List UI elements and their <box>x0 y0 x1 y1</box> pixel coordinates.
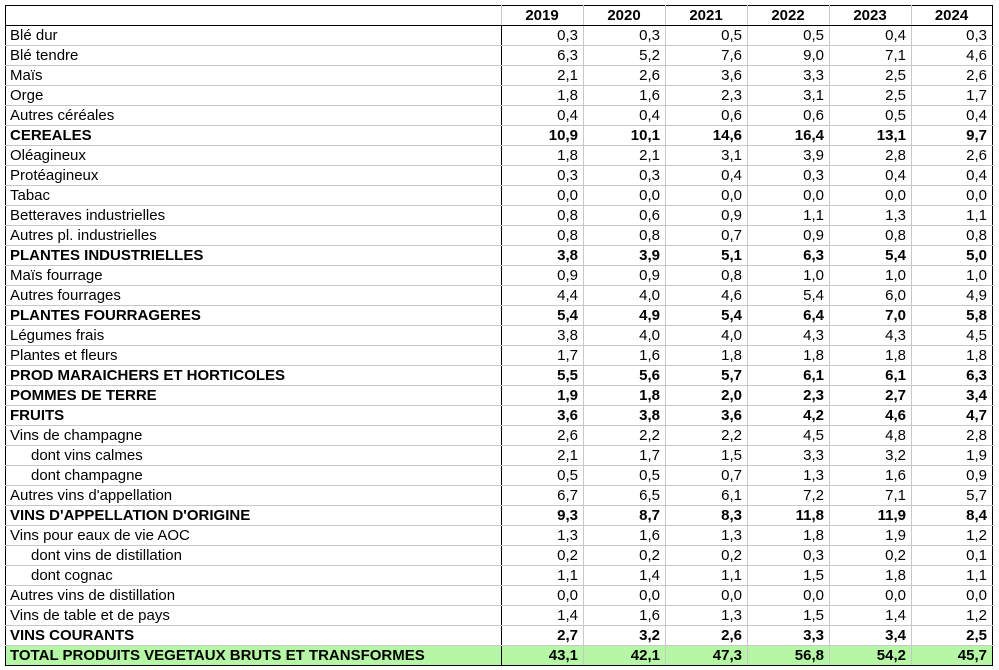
value-cell: 45,7 <box>912 646 993 666</box>
row-label: Autres vins d'appellation <box>6 486 502 506</box>
table-row <box>6 246 993 266</box>
value-cell: 4,7 <box>912 406 993 426</box>
value-cell: 2,3 <box>666 86 748 106</box>
value-cell: 9,3 <box>502 506 584 526</box>
row-label: TOTAL PRODUITS VEGETAUX BRUTS ET TRANSFORMES <box>6 646 502 666</box>
value-cell: 3,9 <box>748 146 830 166</box>
value-cell: 2,5 <box>830 86 912 106</box>
table-row <box>6 606 993 626</box>
table-row <box>6 206 993 226</box>
value-cell: 6,3 <box>748 246 830 266</box>
row-label: Autres fourrages <box>6 286 502 306</box>
value-cell: 2,1 <box>502 66 584 86</box>
row-label: Vins pour eaux de vie AOC <box>6 526 502 546</box>
value-cell: 0,9 <box>502 266 584 286</box>
row-label: Oléagineux <box>6 146 502 166</box>
value-cell: 47,3 <box>666 646 748 666</box>
value-cell: 0,4 <box>502 106 584 126</box>
table-row <box>6 586 993 606</box>
value-cell: 1,6 <box>584 86 666 106</box>
row-label: CEREALES <box>6 126 502 146</box>
table-row <box>6 326 993 346</box>
value-cell: 1,7 <box>912 86 993 106</box>
row-label: POMMES DE TERRE <box>6 386 502 406</box>
value-cell: 3,9 <box>584 246 666 266</box>
year-header: 2020 <box>584 6 666 26</box>
row-label: PLANTES INDUSTRIELLES <box>6 246 502 266</box>
value-cell: 2,6 <box>666 626 748 646</box>
value-cell: 4,5 <box>912 326 993 346</box>
value-cell: 1,1 <box>912 206 993 226</box>
value-cell: 5,2 <box>584 46 666 66</box>
table-row <box>6 426 993 446</box>
table-row <box>6 286 993 306</box>
value-cell: 1,9 <box>912 446 993 466</box>
value-cell: 0,5 <box>830 106 912 126</box>
row-label: Protéagineux <box>6 166 502 186</box>
value-cell: 6,1 <box>830 366 912 386</box>
value-cell: 4,0 <box>666 326 748 346</box>
value-cell: 1,4 <box>584 566 666 586</box>
value-cell: 0,0 <box>584 186 666 206</box>
row-label: dont cognac <box>6 566 502 586</box>
value-cell: 11,9 <box>830 506 912 526</box>
table-row <box>6 506 993 526</box>
value-cell: 1,2 <box>912 526 993 546</box>
table-row <box>6 66 993 86</box>
value-cell: 7,1 <box>830 486 912 506</box>
value-cell: 7,2 <box>748 486 830 506</box>
value-cell: 0,6 <box>748 106 830 126</box>
value-cell: 0,5 <box>502 466 584 486</box>
value-cell: 0,4 <box>912 166 993 186</box>
value-cell: 5,5 <box>502 366 584 386</box>
value-cell: 6,3 <box>912 366 993 386</box>
value-cell: 5,4 <box>830 246 912 266</box>
value-cell: 6,1 <box>666 486 748 506</box>
value-cell: 0,4 <box>912 106 993 126</box>
table-row <box>6 346 993 366</box>
value-cell: 0,9 <box>666 206 748 226</box>
year-header: 2019 <box>502 6 584 26</box>
value-cell: 6,4 <box>748 306 830 326</box>
table-row <box>6 566 993 586</box>
value-cell: 0,9 <box>912 466 993 486</box>
value-cell: 0,5 <box>748 26 830 46</box>
table-row <box>6 526 993 546</box>
row-label: Betteraves industrielles <box>6 206 502 226</box>
value-cell: 0,0 <box>830 586 912 606</box>
value-cell: 0,3 <box>502 26 584 46</box>
value-cell: 2,6 <box>912 146 993 166</box>
row-label: Blé dur <box>6 26 502 46</box>
value-cell: 16,4 <box>748 126 830 146</box>
value-cell: 0,0 <box>912 586 993 606</box>
value-cell: 4,9 <box>912 286 993 306</box>
value-cell: 3,1 <box>748 86 830 106</box>
value-cell: 5,1 <box>666 246 748 266</box>
value-cell: 5,7 <box>912 486 993 506</box>
value-cell: 1,0 <box>912 266 993 286</box>
year-header: 2021 <box>666 6 748 26</box>
value-cell: 6,7 <box>502 486 584 506</box>
value-cell: 4,6 <box>830 406 912 426</box>
table-row <box>6 146 993 166</box>
table-row <box>6 86 993 106</box>
value-cell: 3,4 <box>830 626 912 646</box>
value-cell: 1,5 <box>666 446 748 466</box>
row-label: Autres céréales <box>6 106 502 126</box>
value-cell: 14,6 <box>666 126 748 146</box>
row-label: Orge <box>6 86 502 106</box>
value-cell: 0,3 <box>502 166 584 186</box>
value-cell: 3,8 <box>502 326 584 346</box>
table-row <box>6 166 993 186</box>
value-cell: 1,6 <box>584 526 666 546</box>
value-cell: 1,7 <box>502 346 584 366</box>
value-cell: 0,8 <box>830 226 912 246</box>
value-cell: 1,7 <box>584 446 666 466</box>
value-cell: 56,8 <box>748 646 830 666</box>
row-label: dont vins calmes <box>6 446 502 466</box>
value-cell: 5,4 <box>666 306 748 326</box>
value-cell: 0,4 <box>830 166 912 186</box>
value-cell: 1,1 <box>748 206 830 226</box>
value-cell: 2,3 <box>748 386 830 406</box>
table-row <box>6 486 993 506</box>
value-cell: 1,5 <box>748 606 830 626</box>
table-body <box>6 26 993 666</box>
value-cell: 0,4 <box>830 26 912 46</box>
table-row <box>6 266 993 286</box>
value-cell: 4,4 <box>502 286 584 306</box>
value-cell: 0,8 <box>584 226 666 246</box>
value-cell: 6,0 <box>830 286 912 306</box>
value-cell: 4,5 <box>748 426 830 446</box>
row-label: PROD MARAICHERS ET HORTICOLES <box>6 366 502 386</box>
year-header: 2022 <box>748 6 830 26</box>
value-cell: 1,4 <box>830 606 912 626</box>
value-cell: 0,3 <box>584 26 666 46</box>
value-cell: 0,2 <box>830 546 912 566</box>
vegetable-products-table <box>5 5 993 666</box>
value-cell: 9,7 <box>912 126 993 146</box>
value-cell: 1,8 <box>502 86 584 106</box>
table-row <box>6 126 993 146</box>
value-cell: 0,2 <box>584 546 666 566</box>
value-cell: 5,0 <box>912 246 993 266</box>
value-cell: 6,3 <box>502 46 584 66</box>
row-label: Autres pl. industrielles <box>6 226 502 246</box>
row-label: Maïs fourrage <box>6 266 502 286</box>
value-cell: 3,3 <box>748 626 830 646</box>
value-cell: 0,3 <box>912 26 993 46</box>
value-cell: 0,8 <box>666 266 748 286</box>
value-cell: 0,9 <box>584 266 666 286</box>
value-cell: 10,9 <box>502 126 584 146</box>
table-row <box>6 466 993 486</box>
value-cell: 1,6 <box>830 466 912 486</box>
table-row <box>6 386 993 406</box>
value-cell: 42,1 <box>584 646 666 666</box>
table-row <box>6 446 993 466</box>
value-cell: 5,4 <box>502 306 584 326</box>
value-cell: 13,1 <box>830 126 912 146</box>
value-cell: 7,6 <box>666 46 748 66</box>
value-cell: 0,2 <box>666 546 748 566</box>
value-cell: 5,6 <box>584 366 666 386</box>
value-cell: 4,3 <box>830 326 912 346</box>
value-cell: 0,0 <box>502 186 584 206</box>
value-cell: 2,6 <box>502 426 584 446</box>
row-label: VINS D'APPELLATION D'ORIGINE <box>6 506 502 526</box>
value-cell: 2,1 <box>584 146 666 166</box>
value-cell: 0,3 <box>748 546 830 566</box>
value-cell: 8,7 <box>584 506 666 526</box>
value-cell: 1,9 <box>830 526 912 546</box>
value-cell: 0,6 <box>666 106 748 126</box>
value-cell: 2,6 <box>912 66 993 86</box>
value-cell: 1,0 <box>748 266 830 286</box>
year-header: 2024 <box>912 6 993 26</box>
value-cell: 0,0 <box>748 186 830 206</box>
header-corner-cell <box>6 6 502 26</box>
value-cell: 0,1 <box>912 546 993 566</box>
value-cell: 0,0 <box>584 586 666 606</box>
value-cell: 0,5 <box>666 26 748 46</box>
value-cell: 5,7 <box>666 366 748 386</box>
value-cell: 1,6 <box>584 346 666 366</box>
value-cell: 2,7 <box>830 386 912 406</box>
table-row <box>6 626 993 646</box>
value-cell: 3,4 <box>912 386 993 406</box>
value-cell: 1,0 <box>830 266 912 286</box>
value-cell: 2,5 <box>912 626 993 646</box>
value-cell: 0,3 <box>748 166 830 186</box>
value-cell: 0,4 <box>666 166 748 186</box>
value-cell: 6,5 <box>584 486 666 506</box>
value-cell: 4,0 <box>584 286 666 306</box>
value-cell: 0,2 <box>502 546 584 566</box>
row-label: Blé tendre <box>6 46 502 66</box>
value-cell: 3,6 <box>502 406 584 426</box>
value-cell: 0,8 <box>912 226 993 246</box>
row-label: Tabac <box>6 186 502 206</box>
value-cell: 0,3 <box>584 166 666 186</box>
value-cell: 4,6 <box>666 286 748 306</box>
row-label: VINS COURANTS <box>6 626 502 646</box>
value-cell: 4,9 <box>584 306 666 326</box>
value-cell: 1,1 <box>666 566 748 586</box>
value-cell: 10,1 <box>584 126 666 146</box>
table-row <box>6 306 993 326</box>
value-cell: 1,1 <box>912 566 993 586</box>
row-label: PLANTES FOURRAGERES <box>6 306 502 326</box>
value-cell: 3,2 <box>584 626 666 646</box>
row-label: Autres vins de distillation <box>6 586 502 606</box>
value-cell: 1,3 <box>502 526 584 546</box>
value-cell: 1,4 <box>502 606 584 626</box>
value-cell: 1,8 <box>584 386 666 406</box>
value-cell: 2,2 <box>584 426 666 446</box>
table-row <box>6 26 993 46</box>
value-cell: 0,8 <box>502 206 584 226</box>
value-cell: 1,5 <box>748 566 830 586</box>
value-cell: 4,0 <box>584 326 666 346</box>
value-cell: 0,5 <box>584 466 666 486</box>
value-cell: 4,3 <box>748 326 830 346</box>
value-cell: 1,6 <box>584 606 666 626</box>
row-label: dont champagne <box>6 466 502 486</box>
value-cell: 2,1 <box>502 446 584 466</box>
value-cell: 1,3 <box>666 526 748 546</box>
value-cell: 0,0 <box>830 186 912 206</box>
value-cell: 1,8 <box>830 346 912 366</box>
value-cell: 7,1 <box>830 46 912 66</box>
value-cell: 0,0 <box>502 586 584 606</box>
value-cell: 3,2 <box>830 446 912 466</box>
value-cell: 0,9 <box>748 226 830 246</box>
row-label: Vins de champagne <box>6 426 502 446</box>
value-cell: 0,7 <box>666 466 748 486</box>
value-cell: 1,8 <box>748 346 830 366</box>
value-cell: 1,2 <box>912 606 993 626</box>
table-row <box>6 546 993 566</box>
value-cell: 1,8 <box>830 566 912 586</box>
value-cell: 7,0 <box>830 306 912 326</box>
row-label: FRUITS <box>6 406 502 426</box>
table-row <box>6 46 993 66</box>
value-cell: 0,0 <box>912 186 993 206</box>
value-cell: 11,8 <box>748 506 830 526</box>
value-cell: 6,1 <box>748 366 830 386</box>
value-cell: 3,1 <box>666 146 748 166</box>
value-cell: 2,2 <box>666 426 748 446</box>
value-cell: 5,8 <box>912 306 993 326</box>
table-row <box>6 366 993 386</box>
value-cell: 1,3 <box>666 606 748 626</box>
value-cell: 0,7 <box>666 226 748 246</box>
value-cell: 2,8 <box>912 426 993 446</box>
value-cell: 0,0 <box>666 186 748 206</box>
value-cell: 3,8 <box>502 246 584 266</box>
row-label: Vins de table et de pays <box>6 606 502 626</box>
row-label: Plantes et fleurs <box>6 346 502 366</box>
value-cell: 2,5 <box>830 66 912 86</box>
value-cell: 8,3 <box>666 506 748 526</box>
year-header: 2023 <box>830 6 912 26</box>
value-cell: 1,8 <box>748 526 830 546</box>
header-row <box>6 6 993 26</box>
value-cell: 3,8 <box>584 406 666 426</box>
value-cell: 1,8 <box>912 346 993 366</box>
row-label: Maïs <box>6 66 502 86</box>
value-cell: 2,0 <box>666 386 748 406</box>
value-cell: 0,6 <box>584 206 666 226</box>
table-row <box>6 406 993 426</box>
value-cell: 0,4 <box>584 106 666 126</box>
value-cell: 0,0 <box>748 586 830 606</box>
value-cell: 1,3 <box>748 466 830 486</box>
value-cell: 1,3 <box>830 206 912 226</box>
total-row <box>6 646 993 666</box>
table-row <box>6 226 993 246</box>
value-cell: 0,0 <box>666 586 748 606</box>
value-cell: 3,3 <box>748 66 830 86</box>
value-cell: 0,8 <box>502 226 584 246</box>
row-label: Légumes frais <box>6 326 502 346</box>
value-cell: 2,7 <box>502 626 584 646</box>
value-cell: 2,6 <box>584 66 666 86</box>
value-cell: 3,3 <box>748 446 830 466</box>
value-cell: 4,6 <box>912 46 993 66</box>
value-cell: 43,1 <box>502 646 584 666</box>
value-cell: 2,8 <box>830 146 912 166</box>
value-cell: 1,1 <box>502 566 584 586</box>
value-cell: 9,0 <box>748 46 830 66</box>
value-cell: 4,8 <box>830 426 912 446</box>
value-cell: 5,4 <box>748 286 830 306</box>
value-cell: 3,6 <box>666 406 748 426</box>
row-label: dont vins de distillation <box>6 546 502 566</box>
value-cell: 3,6 <box>666 66 748 86</box>
value-cell: 54,2 <box>830 646 912 666</box>
table-row <box>6 106 993 126</box>
value-cell: 8,4 <box>912 506 993 526</box>
value-cell: 1,9 <box>502 386 584 406</box>
value-cell: 1,8 <box>666 346 748 366</box>
value-cell: 1,8 <box>502 146 584 166</box>
value-cell: 4,2 <box>748 406 830 426</box>
table-row <box>6 186 993 206</box>
